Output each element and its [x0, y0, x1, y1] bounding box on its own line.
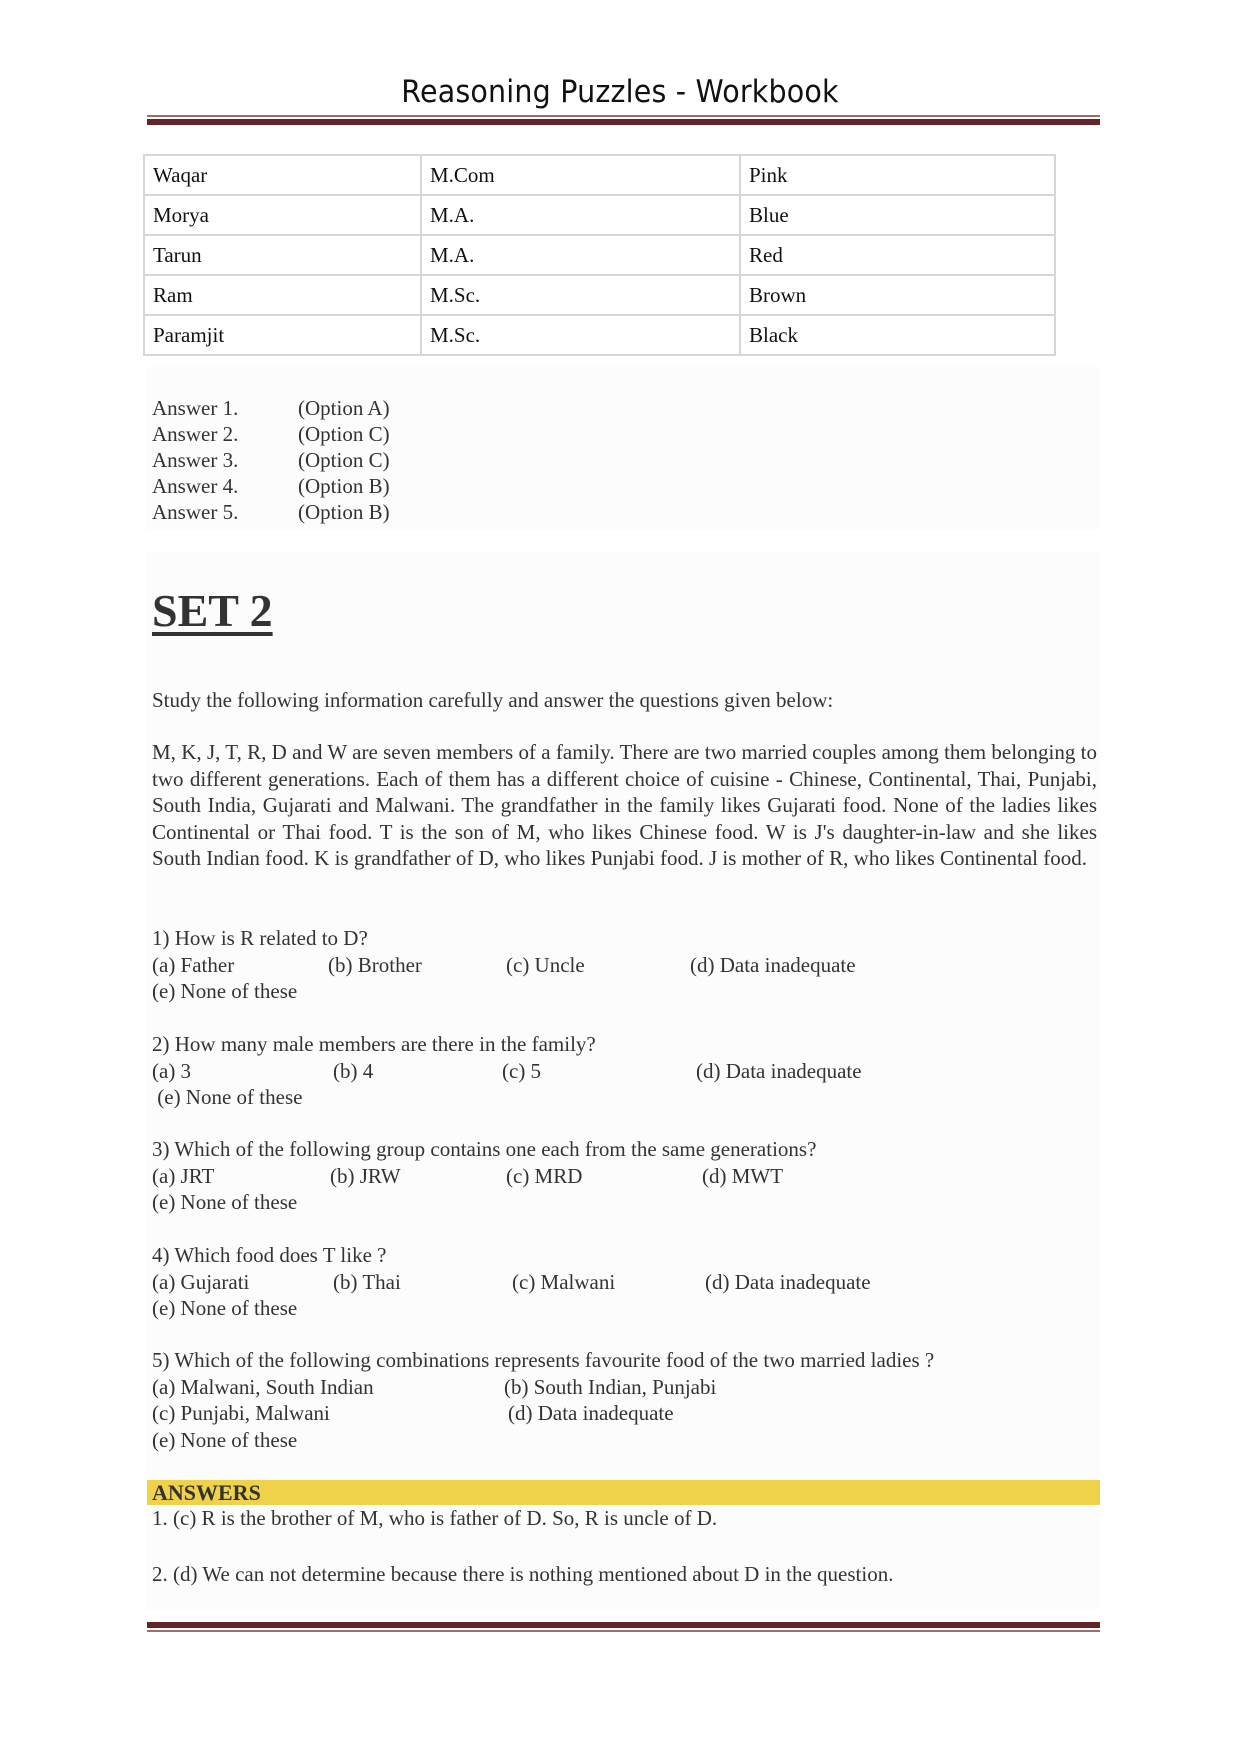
- option-c: (c) Punjabi, Malwani: [152, 1401, 330, 1425]
- answer-row: [152, 473, 390, 499]
- options-row: [152, 1400, 934, 1427]
- option-a: (a) Malwani, South Indian: [152, 1374, 374, 1399]
- footer-divider-thick: [147, 1622, 1100, 1628]
- answer-label: Answer 4.: [152, 474, 239, 498]
- table-cell: M.A.: [421, 195, 740, 235]
- set-title: SET 2: [152, 585, 273, 636]
- table-cell: Paramjit: [144, 315, 421, 355]
- answer-value: (Option B): [298, 500, 390, 524]
- table-cell: M.Sc.: [421, 275, 740, 315]
- question-text: 4) Which food does T like ?: [152, 1243, 387, 1267]
- answer-row: [152, 395, 390, 421]
- option-d: (d) Data inadequate: [705, 1269, 871, 1294]
- options-row: [152, 952, 856, 979]
- table-row: [144, 235, 1055, 275]
- question-3: [152, 1136, 816, 1216]
- set1-answers: [152, 395, 390, 525]
- option-c: (c) 5: [502, 1058, 542, 1083]
- question-text: 1) How is R related to D?: [152, 926, 368, 950]
- options-row: [152, 1269, 871, 1296]
- option-a: (a) 3: [152, 1058, 192, 1083]
- option-b: (b) South Indian, Punjabi: [504, 1374, 717, 1399]
- option-b: (b) Thai: [333, 1269, 401, 1294]
- results-table: [143, 154, 1056, 356]
- options-row: [152, 1163, 816, 1190]
- option-a: (a) Father: [152, 952, 235, 977]
- option-a: (a) JRT: [152, 1163, 215, 1188]
- answer-value: (Option C): [298, 448, 390, 472]
- puzzle-paragraph: M, K, J, T, R, D and W are seven members of a family. There are two married couples among them belonging to two different generations. Each of them has a different choice of cuisine - Chinese, Continental, Thai, Punjabi, South India, Gujarati and Malwani. The grandfather in the family likes Gujarati food. None of the ladies likes Continental or Thai food. T is the son of M, who likes Chinese food. W is J's daughter-in-law and she likes South Indian food. K is grandfather of D, who likes Punjabi food. J is mother of R, who likes Continental food.: [152, 740, 1097, 870]
- table-cell: Ram: [144, 275, 421, 315]
- options-row: [152, 1058, 862, 1085]
- answers-heading-bar: [147, 1480, 1100, 1505]
- option-d: (d) Data inadequate: [508, 1401, 674, 1425]
- option-c: (c) Uncle: [506, 952, 585, 977]
- option-b: (b) Brother: [328, 952, 422, 977]
- table-cell: Morya: [144, 195, 421, 235]
- option-c: (c) Malwani: [512, 1269, 616, 1294]
- footer-divider-thin: [147, 1630, 1100, 1632]
- answer-explanation-1: 1. (c) R is the brother of M, who is father of D. So, R is uncle of D.: [152, 1506, 718, 1530]
- table-cell: Red: [740, 235, 1055, 275]
- table-cell: Waqar: [144, 155, 421, 195]
- option-e: (e) None of these: [152, 1190, 298, 1214]
- answer-row: [152, 421, 390, 447]
- answers-heading: ANSWERS: [152, 1480, 261, 1505]
- option-e: (e) None of these: [152, 1296, 298, 1320]
- table-cell: Blue: [740, 195, 1055, 235]
- table-cell: M.Com: [421, 155, 740, 195]
- header-divider-thin: [147, 115, 1100, 117]
- table-row: [144, 315, 1055, 355]
- table-cell: M.A.: [421, 235, 740, 275]
- table-cell: Tarun: [144, 235, 421, 275]
- question-4: [152, 1242, 871, 1322]
- question-text: 2) How many male members are there in the family?: [152, 1032, 596, 1056]
- options-row: [152, 1374, 934, 1401]
- table-cell: Brown: [740, 275, 1055, 315]
- option-e: (e) None of these: [152, 1085, 303, 1109]
- option-c: (c) MRD: [506, 1163, 583, 1188]
- question-1: [152, 925, 856, 1005]
- answer-explanation-2: 2. (d) We can not determine because there is nothing mentioned about D in the question.: [152, 1562, 894, 1586]
- option-b: (b) JRW: [330, 1163, 401, 1188]
- option-d: (d) MWT: [702, 1163, 784, 1188]
- table-cell: Black: [740, 315, 1055, 355]
- answer-label: Answer 5.: [152, 500, 239, 524]
- answer-label: Answer 2.: [152, 422, 239, 446]
- table-cell: Pink: [740, 155, 1055, 195]
- answer-label: Answer 1.: [152, 396, 239, 420]
- answer-value: (Option B): [298, 474, 390, 498]
- header-divider-thick: [147, 119, 1100, 125]
- page-header-title: Reasoning Puzzles - Workbook: [401, 74, 839, 110]
- option-e: (e) None of these: [152, 979, 298, 1003]
- option-e: (e) None of these: [152, 1427, 298, 1452]
- option-b: (b) 4: [333, 1058, 374, 1083]
- option-a: (a) Gujarati: [152, 1269, 250, 1294]
- option-d: (d) Data inadequate: [696, 1058, 862, 1083]
- table-row: [144, 195, 1055, 235]
- table-cell: M.Sc.: [421, 315, 740, 355]
- instructions: Study the following information carefully and answer the questions given below:: [152, 688, 834, 712]
- question-2: [152, 1031, 862, 1111]
- answer-row: [152, 447, 390, 473]
- table-row: [144, 275, 1055, 315]
- answer-value: (Option C): [298, 422, 390, 446]
- question-5: [152, 1347, 934, 1453]
- option-d: (d) Data inadequate: [690, 952, 856, 977]
- table-row: [144, 155, 1055, 195]
- question-text: 3) Which of the following group contains one each from the same generations?: [152, 1137, 817, 1161]
- answer-value: (Option A): [298, 396, 390, 420]
- answer-label: Answer 3.: [152, 448, 239, 472]
- question-text: 5) Which of the following combinations represents favourite food of the two married ladies ?: [152, 1348, 935, 1372]
- answer-row: [152, 499, 390, 525]
